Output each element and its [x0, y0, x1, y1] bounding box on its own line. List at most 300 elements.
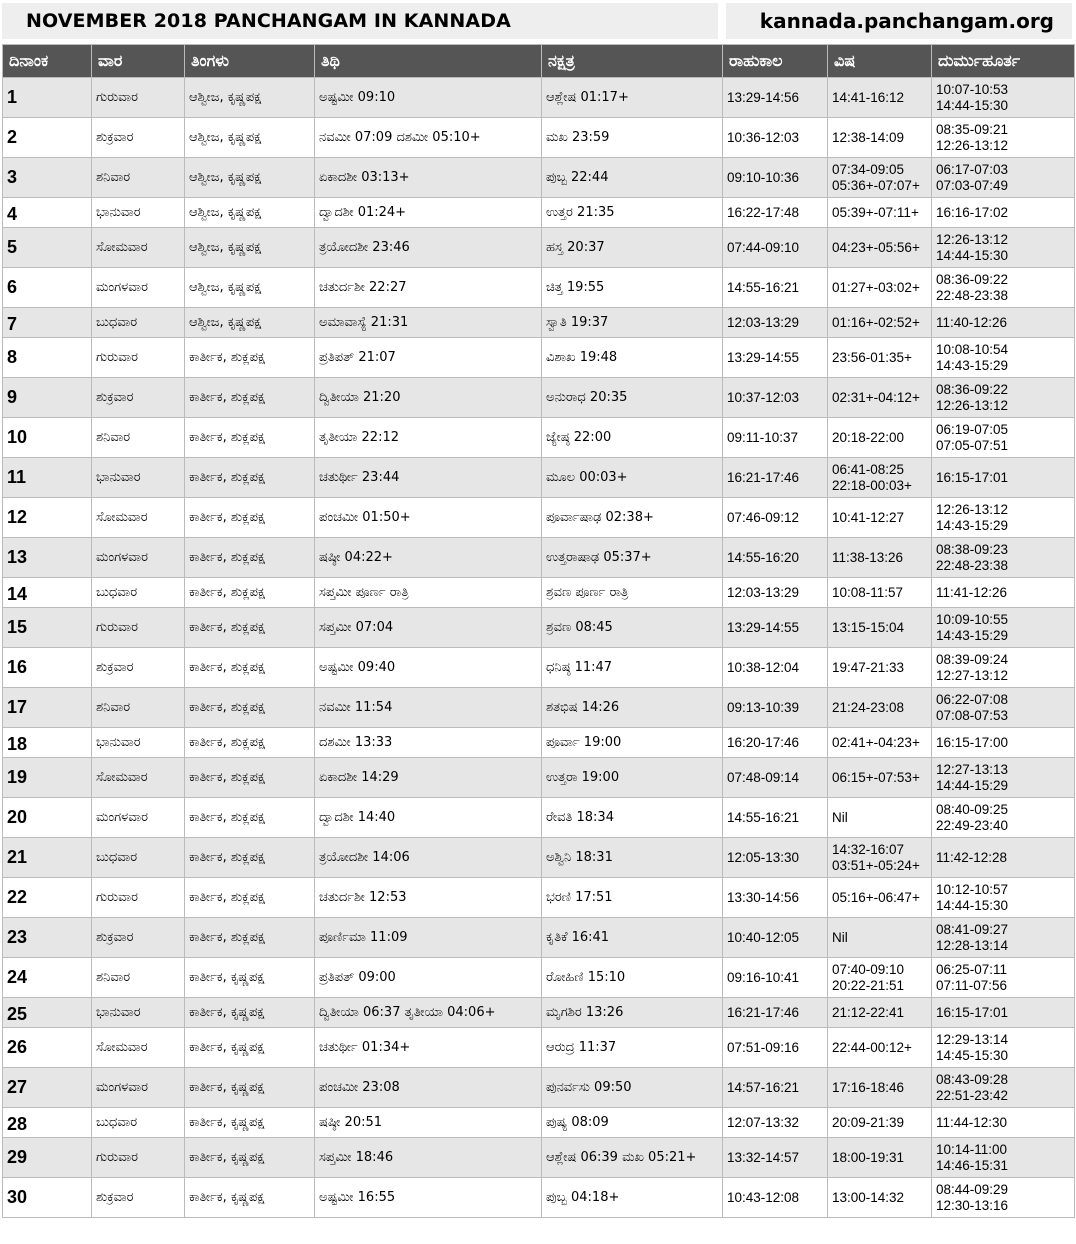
- date-cell: 30: [3, 1178, 92, 1218]
- date-cell: 12: [3, 498, 92, 538]
- visha-cell: [828, 578, 932, 608]
- visha-cell-line: 23:56-01:35+: [832, 349, 912, 365]
- nakshatra-cell: ಉತ್ತರಾಷಾಢ 05:37+: [542, 538, 723, 578]
- month-cell: ಕಾರ್ತೀಕ, ಶುಕ್ಲಪಕ್ಷ: [185, 418, 315, 458]
- table-row: [3, 838, 1075, 878]
- column-header-tithi: ತಿಥಿ: [315, 45, 542, 78]
- durmuhurtha-cell: [932, 498, 1075, 538]
- tithi-cell: ಚತುರ್ದಶೀ 12:53: [315, 878, 542, 918]
- vara-cell: ಶನಿವಾರ: [92, 158, 185, 198]
- table-row: [3, 1068, 1075, 1108]
- visha-cell: [828, 798, 932, 838]
- month-cell: ಕಾರ್ತೀಕ, ಕೃಷ್ಣಪಕ್ಷ: [185, 1178, 315, 1218]
- visha-cell-line: 20:22-21:51: [832, 977, 905, 993]
- date-cell: 15: [3, 608, 92, 648]
- visha-cell-line: 10:08-11:57: [832, 584, 904, 600]
- nakshatra-cell: ಉತ್ತರ 21:35: [542, 198, 723, 228]
- durmuhurtha-cell-line: 08:38-09:23: [936, 541, 1009, 557]
- rahukala-cell: 14:55-16:21: [723, 268, 828, 308]
- durmuhurtha-cell: [932, 798, 1075, 838]
- visha-cell: [828, 378, 932, 418]
- visha-cell: [828, 1178, 932, 1218]
- rahukala-cell: 16:21-17:46: [723, 998, 828, 1028]
- vara-cell: ಶನಿವಾರ: [92, 688, 185, 728]
- rahukala-cell: 07:48-09:14: [723, 758, 828, 798]
- tithi-cell: ಏಕಾದಶೀ 03:13+: [315, 158, 542, 198]
- durmuhurtha-cell-line: 22:48-23:38: [936, 557, 1009, 573]
- visha-cell-line: 02:31+-04:12+: [832, 389, 920, 405]
- table-row: [3, 608, 1075, 648]
- visha-cell: [828, 228, 932, 268]
- durmuhurtha-cell: [932, 998, 1075, 1028]
- date-cell: 26: [3, 1028, 92, 1068]
- date-cell: 9: [3, 378, 92, 418]
- table-row: [3, 118, 1075, 158]
- tithi-cell: ಪೂರ್ಣಿಮಾ 11:09: [315, 918, 542, 958]
- visha-cell: [828, 648, 932, 688]
- visha-cell: [828, 418, 932, 458]
- table-row: [3, 578, 1075, 608]
- durmuhurtha-cell-line: 22:51-23:42: [936, 1087, 1009, 1103]
- visha-cell-line: 05:16+-06:47+: [832, 889, 920, 905]
- durmuhurtha-cell-line: 11:44-12:30: [936, 1114, 1008, 1130]
- visha-cell-line: 05:36+-07:07+: [832, 177, 920, 193]
- month-cell: ಆಶ್ವೀಜ, ಕೃಷ್ಣಪಕ್ಷ: [185, 158, 315, 198]
- durmuhurtha-cell: [932, 1178, 1075, 1218]
- month-cell: ಕಾರ್ತೀಕ, ಶುಕ್ಲಪಕ್ಷ: [185, 918, 315, 958]
- visha-cell: [828, 998, 932, 1028]
- durmuhurtha-cell: [932, 1138, 1075, 1178]
- rahukala-cell: 07:44-09:10: [723, 228, 828, 268]
- rahukala-cell: 14:55-16:20: [723, 538, 828, 578]
- tithi-cell: ಸಪ್ತಮೀ 07:04: [315, 608, 542, 648]
- month-cell: ಕಾರ್ತೀಕ, ಶುಕ್ಲಪಕ್ಷ: [185, 608, 315, 648]
- visha-cell-line: 02:41+-04:23+: [832, 734, 920, 750]
- durmuhurtha-cell: [932, 758, 1075, 798]
- rahukala-cell: 12:03-13:29: [723, 308, 828, 338]
- date-cell: 17: [3, 688, 92, 728]
- tithi-cell: ಪ್ರತಿಪತ್ 21:07: [315, 338, 542, 378]
- durmuhurtha-cell-line: 07:08-07:53: [936, 707, 1009, 723]
- month-cell: ಆಶ್ವೀಜ, ಕೃಷ್ಣಪಕ್ಷ: [185, 308, 315, 338]
- nakshatra-cell: ಪುಬ್ಬ 22:44: [542, 158, 723, 198]
- durmuhurtha-cell: [932, 578, 1075, 608]
- vara-cell: ಬುಧವಾರ: [92, 578, 185, 608]
- vara-cell: ಗುರುವಾರ: [92, 608, 185, 648]
- vara-cell: ಬುಧವಾರ: [92, 838, 185, 878]
- vara-cell: ಗುರುವಾರ: [92, 78, 185, 118]
- date-cell: 25: [3, 998, 92, 1028]
- visha-cell-line: 12:38-14:09: [832, 129, 905, 145]
- durmuhurtha-cell: [932, 158, 1075, 198]
- visha-cell-line: 07:40-09:10: [832, 961, 905, 977]
- nakshatra-cell: ಅನುರಾಧ 20:35: [542, 378, 723, 418]
- tithi-cell: ನವಮೀ 11:54: [315, 688, 542, 728]
- vara-cell: ಗುರುವಾರ: [92, 878, 185, 918]
- table-row: [3, 1108, 1075, 1138]
- nakshatra-cell: ಪುಷ್ಯ 08:09: [542, 1108, 723, 1138]
- durmuhurtha-cell-line: 14:46-15:31: [936, 1157, 1009, 1173]
- month-cell: ಆಶ್ವೀಜ, ಕೃಷ್ಣಪಕ್ಷ: [185, 228, 315, 268]
- date-cell: 27: [3, 1068, 92, 1108]
- table-row: [3, 648, 1075, 688]
- nakshatra-cell: ಸ್ವಾತಿ 19:37: [542, 308, 723, 338]
- rahukala-cell: 13:29-14:55: [723, 338, 828, 378]
- rahukala-cell: 07:46-09:12: [723, 498, 828, 538]
- vara-cell: ಬುಧವಾರ: [92, 1108, 185, 1138]
- rahukala-cell: 09:16-10:41: [723, 958, 828, 998]
- durmuhurtha-cell-line: 06:19-07:05: [936, 421, 1009, 437]
- tithi-cell: ದ್ವಿತೀಯಾ 21:20: [315, 378, 542, 418]
- table-row: [3, 1138, 1075, 1178]
- durmuhurtha-cell: [932, 838, 1075, 878]
- nakshatra-cell: ಭರಣಿ 17:51: [542, 878, 723, 918]
- durmuhurtha-cell-line: 16:16-17:02: [936, 204, 1009, 220]
- rahukala-cell: 13:29-14:55: [723, 608, 828, 648]
- rahukala-cell: 10:38-12:04: [723, 648, 828, 688]
- month-cell: ಕಾರ್ತೀಕ, ಶುಕ್ಲಪಕ್ಷ: [185, 498, 315, 538]
- vara-cell: ಗುರುವಾರ: [92, 338, 185, 378]
- date-cell: 10: [3, 418, 92, 458]
- month-cell: ಆಶ್ವೀಜ, ಕೃಷ್ಣಪಕ್ಷ: [185, 118, 315, 158]
- durmuhurtha-cell: [932, 1068, 1075, 1108]
- durmuhurtha-cell-line: 14:43-15:29: [936, 517, 1009, 533]
- column-header-month: ತಿಂಗಳು: [185, 45, 315, 78]
- vara-cell: ಶುಕ್ರವಾರ: [92, 918, 185, 958]
- nakshatra-cell: ಉತ್ತರಾ 19:00: [542, 758, 723, 798]
- rahukala-cell: 14:57-16:21: [723, 1068, 828, 1108]
- visha-cell-line: 14:41-16:12: [832, 89, 905, 105]
- visha-cell-line: 01:27+-03:02+: [832, 279, 920, 295]
- durmuhurtha-cell-line: 08:44-09:29: [936, 1181, 1009, 1197]
- durmuhurtha-cell-line: 08:36-09:22: [936, 381, 1009, 397]
- month-cell: ಕಾರ್ತೀಕ, ಶುಕ್ಲಪಕ್ಷ: [185, 758, 315, 798]
- visha-cell-line: 17:16-18:46: [832, 1079, 905, 1095]
- nakshatra-cell: ಮಖ 23:59: [542, 118, 723, 158]
- visha-cell: [828, 118, 932, 158]
- date-cell: 5: [3, 228, 92, 268]
- durmuhurtha-cell-line: 12:26-13:12: [936, 397, 1009, 413]
- table-row: [3, 998, 1075, 1028]
- table-row: [3, 338, 1075, 378]
- nakshatra-cell: ಶತಭಿಷ 14:26: [542, 688, 723, 728]
- vara-cell: ಬುಧವಾರ: [92, 308, 185, 338]
- durmuhurtha-cell-line: 06:17-07:03: [936, 161, 1009, 177]
- vara-cell: ಸೋಮವಾರ: [92, 758, 185, 798]
- visha-cell-line: 13:00-14:32: [832, 1189, 905, 1205]
- visha-cell-line: 10:41-12:27: [832, 509, 905, 525]
- visha-cell-line: 01:16+-02:52+: [832, 314, 920, 330]
- vara-cell: ಭಾನುವಾರ: [92, 198, 185, 228]
- durmuhurtha-cell-line: 16:15-17:01: [936, 469, 1009, 485]
- durmuhurtha-cell-line: 06:22-07:08: [936, 691, 1009, 707]
- visha-cell: [828, 918, 932, 958]
- month-cell: ಕಾರ್ತೀಕ, ಶುಕ್ಲಪಕ್ಷ: [185, 338, 315, 378]
- rahukala-cell: 13:29-14:56: [723, 78, 828, 118]
- durmuhurtha-cell: [932, 1028, 1075, 1068]
- rahukala-cell: 09:13-10:39: [723, 688, 828, 728]
- rahukala-cell: 16:22-17:48: [723, 198, 828, 228]
- month-cell: ಆಶ್ವೀಜ, ಕೃಷ್ಣಪಕ್ಷ: [185, 268, 315, 308]
- visha-cell: [828, 78, 932, 118]
- nakshatra-cell: ಆಶ್ಲೇಷ 01:17+: [542, 78, 723, 118]
- nakshatra-cell: ಶ್ರವಣ 08:45: [542, 608, 723, 648]
- visha-cell: [828, 538, 932, 578]
- visha-cell-line: 06:41-08:25: [832, 461, 905, 477]
- tithi-cell: ಚತುರ್ಥೀ 23:44: [315, 458, 542, 498]
- tithi-cell: ಏಕಾದಶೀ 14:29: [315, 758, 542, 798]
- durmuhurtha-cell-line: 08:36-09:22: [936, 271, 1009, 287]
- page-title: NOVEMBER 2018 PANCHANGAM IN KANNADA: [26, 10, 511, 32]
- table-row: [3, 158, 1075, 198]
- durmuhurtha-cell: [932, 1108, 1075, 1138]
- table-row: [3, 458, 1075, 498]
- month-cell: ಕಾರ್ತೀಕ, ಕೃಷ್ಣಪಕ್ಷ: [185, 998, 315, 1028]
- table-row: [3, 728, 1075, 758]
- vara-cell: ಸೋಮವಾರ: [92, 228, 185, 268]
- durmuhurtha-cell-line: 08:35-09:21: [936, 121, 1009, 137]
- nakshatra-cell: ಪೂರ್ವಾ 19:00: [542, 728, 723, 758]
- nakshatra-cell: ಆಶ್ಲೇಷ 06:39 ಮಖ 05:21+: [542, 1138, 723, 1178]
- nakshatra-cell: ರೋಹಿಣಿ 15:10: [542, 958, 723, 998]
- date-cell: 1: [3, 78, 92, 118]
- nakshatra-cell: ಮೂಲ 00:03+: [542, 458, 723, 498]
- durmuhurtha-cell-line: 06:25-07:11: [936, 961, 1008, 977]
- table-row: [3, 918, 1075, 958]
- durmuhurtha-cell-line: 10:12-10:57: [936, 881, 1009, 897]
- visha-cell-line: 07:34-09:05: [832, 161, 905, 177]
- month-cell: ಕಾರ್ತೀಕ, ಕೃಷ್ಣಪಕ್ಷ: [185, 1108, 315, 1138]
- durmuhurtha-cell-line: 22:48-23:38: [936, 287, 1009, 303]
- durmuhurtha-cell-line: 10:09-10:55: [936, 611, 1009, 627]
- durmuhurtha-cell-line: 22:49-23:40: [936, 817, 1009, 833]
- vara-cell: ಸೋಮವಾರ: [92, 1028, 185, 1068]
- visha-cell: [828, 498, 932, 538]
- nakshatra-cell: ಚಿತ್ತ 19:55: [542, 268, 723, 308]
- rahukala-cell: 09:10-10:36: [723, 158, 828, 198]
- date-cell: 21: [3, 838, 92, 878]
- date-cell: 13: [3, 538, 92, 578]
- durmuhurtha-cell-line: 12:26-13:12: [936, 501, 1009, 517]
- tithi-cell: ಪ್ರತಿಪತ್ 09:00: [315, 958, 542, 998]
- tithi-cell: ಪಂಚಮೀ 23:08: [315, 1068, 542, 1108]
- durmuhurtha-cell-line: 16:15-17:01: [936, 1004, 1009, 1020]
- month-cell: ಕಾರ್ತೀಕ, ಕೃಷ್ಣಪಕ್ಷ: [185, 1138, 315, 1178]
- table-row: [3, 798, 1075, 838]
- date-cell: 6: [3, 268, 92, 308]
- vara-cell: ಶನಿವಾರ: [92, 418, 185, 458]
- visha-cell: [828, 268, 932, 308]
- durmuhurtha-cell: [932, 538, 1075, 578]
- nakshatra-cell: ಹಸ್ತ 20:37: [542, 228, 723, 268]
- rahukala-cell: 13:32-14:57: [723, 1138, 828, 1178]
- visha-cell: [828, 608, 932, 648]
- date-cell: 23: [3, 918, 92, 958]
- tithi-cell: ಅಷ್ಟಮೀ 16:55: [315, 1178, 542, 1218]
- visha-cell: [828, 308, 932, 338]
- visha-cell-line: Nil: [832, 929, 848, 945]
- page-header: [0, 0, 1076, 44]
- date-cell: 16: [3, 648, 92, 688]
- table-row: [3, 958, 1075, 998]
- month-cell: ಕಾರ್ತೀಕ, ಶುಕ್ಲಪಕ್ಷ: [185, 798, 315, 838]
- durmuhurtha-cell-line: 16:15-17:00: [936, 734, 1009, 750]
- tithi-cell: ದ್ವಿತೀಯಾ 06:37 ತೃತೀಯಾ 04:06+: [315, 998, 542, 1028]
- tithi-cell: ಷಷ್ಠೀ 04:22+: [315, 538, 542, 578]
- vara-cell: ಮಂಗಳವಾರ: [92, 1068, 185, 1108]
- visha-cell: [828, 838, 932, 878]
- site-name: kannada.panchangam.org: [759, 9, 1054, 33]
- durmuhurtha-cell-line: 14:45-15:30: [936, 1047, 1009, 1063]
- month-cell: ಕಾರ್ತೀಕ, ಕೃಷ್ಣಪಕ್ಷ: [185, 1028, 315, 1068]
- visha-cell-line: Nil: [832, 809, 848, 825]
- month-cell: ಕಾರ್ತೀಕ, ಶುಕ್ಲಪಕ್ಷ: [185, 648, 315, 688]
- visha-cell: [828, 758, 932, 798]
- month-cell: ಕಾರ್ತೀಕ, ಶುಕ್ಲಪಕ್ಷ: [185, 578, 315, 608]
- date-cell: 14: [3, 578, 92, 608]
- durmuhurtha-cell-line: 07:05-07:51: [936, 437, 1009, 453]
- rahukala-cell: 09:11-10:37: [723, 418, 828, 458]
- column-header-nakshatra: ನಕ್ಷತ್ರ: [542, 45, 723, 78]
- durmuhurtha-cell: [932, 228, 1075, 268]
- durmuhurtha-cell-line: 14:43-15:29: [936, 627, 1009, 643]
- durmuhurtha-cell-line: 14:44-15:30: [936, 97, 1009, 113]
- durmuhurtha-cell-line: 14:44-15:29: [936, 777, 1009, 793]
- tithi-cell: ಚತುರ್ದಶೀ 22:27: [315, 268, 542, 308]
- table-row: [3, 688, 1075, 728]
- visha-cell-line: 22:18-00:03+: [832, 477, 912, 493]
- durmuhurtha-cell-line: 07:03-07:49: [936, 177, 1009, 193]
- panchangam-table: [2, 44, 1075, 1218]
- visha-cell: [828, 458, 932, 498]
- vara-cell: ಮಂಗಳವಾರ: [92, 538, 185, 578]
- durmuhurtha-cell-line: 10:14-11:00: [936, 1141, 1008, 1157]
- tithi-cell: ಪಂಚಮೀ 01:50+: [315, 498, 542, 538]
- durmuhurtha-cell-line: 11:40-12:26: [936, 314, 1008, 330]
- visha-cell-line: 21:12-22:41: [832, 1004, 905, 1020]
- table-row: [3, 878, 1075, 918]
- visha-cell: [828, 958, 932, 998]
- date-cell: 3: [3, 158, 92, 198]
- table-row: [3, 198, 1075, 228]
- durmuhurtha-cell-line: 12:28-13:14: [936, 937, 1009, 953]
- nakshatra-cell: ಧನಿಷ್ಠ 11:47: [542, 648, 723, 688]
- durmuhurtha-cell: [932, 728, 1075, 758]
- tithi-cell: ಚತುರ್ಥೀ 01:34+: [315, 1028, 542, 1068]
- month-cell: ಕಾರ್ತೀಕ, ಶುಕ್ಲಪಕ್ಷ: [185, 458, 315, 498]
- table-row: [3, 78, 1075, 118]
- vara-cell: ಶನಿವಾರ: [92, 958, 185, 998]
- month-cell: ಕಾರ್ತೀಕ, ಶುಕ್ಲಪಕ್ಷ: [185, 728, 315, 758]
- visha-cell-line: 14:32-16:07: [832, 841, 905, 857]
- durmuhurtha-cell-line: 12:27-13:12: [936, 667, 1009, 683]
- visha-cell: [828, 158, 932, 198]
- table-row: [3, 498, 1075, 538]
- rahukala-cell: 10:40-12:05: [723, 918, 828, 958]
- vara-cell: ಶುಕ್ರವಾರ: [92, 118, 185, 158]
- visha-cell-line: 03:51+-05:24+: [832, 857, 920, 873]
- column-header-durmuhurtha: ದುರ್ಮುಹೂರ್ತ: [932, 45, 1075, 78]
- table-row: [3, 1178, 1075, 1218]
- month-cell: ಕಾರ್ತೀಕ, ಶುಕ್ಲಪಕ್ಷ: [185, 378, 315, 418]
- visha-cell-line: 20:09-21:39: [832, 1114, 905, 1130]
- durmuhurtha-cell: [932, 118, 1075, 158]
- tithi-cell: ತೃತೀಯಾ 22:12: [315, 418, 542, 458]
- visha-cell: [828, 1028, 932, 1068]
- durmuhurtha-cell-line: 12:26-13:12: [936, 137, 1009, 153]
- durmuhurtha-cell: [932, 878, 1075, 918]
- table-row: [3, 1028, 1075, 1068]
- month-cell: ಕಾರ್ತೀಕ, ಶುಕ್ಲಪಕ್ಷ: [185, 688, 315, 728]
- durmuhurtha-cell: [932, 648, 1075, 688]
- rahukala-cell: 13:30-14:56: [723, 878, 828, 918]
- column-header-date: ದಿನಾಂಕ: [3, 45, 92, 78]
- vara-cell: ಗುರುವಾರ: [92, 1138, 185, 1178]
- visha-cell-line: 13:15-15:04: [832, 619, 905, 635]
- tithi-cell: ನವಮೀ 07:09 ದಶಮೀ 05:10+: [315, 118, 542, 158]
- table-row: [3, 418, 1075, 458]
- durmuhurtha-cell: [932, 338, 1075, 378]
- visha-cell: [828, 728, 932, 758]
- date-cell: 2: [3, 118, 92, 158]
- tithi-cell: ಸಪ್ತಮೀ ಪೂರ್ಣ ರಾತ್ರಿ: [315, 578, 542, 608]
- nakshatra-cell: ಅಶ್ವಿನಿ 18:31: [542, 838, 723, 878]
- rahukala-cell: 10:36-12:03: [723, 118, 828, 158]
- table-row: [3, 228, 1075, 268]
- durmuhurtha-cell-line: 12:30-13:16: [936, 1197, 1009, 1213]
- month-cell: ಕಾರ್ತೀಕ, ಶುಕ್ಲಪಕ್ಷ: [185, 878, 315, 918]
- nakshatra-cell: ಮೃಗಶಿರ 13:26: [542, 998, 723, 1028]
- rahukala-cell: 10:43-12:08: [723, 1178, 828, 1218]
- date-cell: 7: [3, 308, 92, 338]
- durmuhurtha-cell-line: 14:43-15:29: [936, 357, 1009, 373]
- date-cell: 29: [3, 1138, 92, 1178]
- month-cell: ಆಶ್ವೀಜ, ಕೃಷ್ಣಪಕ್ಷ: [185, 198, 315, 228]
- durmuhurtha-cell-line: 08:43-09:28: [936, 1071, 1009, 1087]
- durmuhurtha-cell-line: 08:39-09:24: [936, 651, 1009, 667]
- durmuhurtha-cell-line: 12:27-13:13: [936, 761, 1009, 777]
- nakshatra-cell: ಪೂರ್ವಾಷಾಢ 02:38+: [542, 498, 723, 538]
- visha-cell-line: 04:23+-05:56+: [832, 239, 920, 255]
- tithi-cell: ಅಮಾವಾಸ್ಯೆ 21:31: [315, 308, 542, 338]
- durmuhurtha-cell: [932, 268, 1075, 308]
- durmuhurtha-cell: [932, 78, 1075, 118]
- column-header-rahukala: ರಾಹುಕಾಲ: [723, 45, 828, 78]
- vara-cell: ಶುಕ್ರವಾರ: [92, 648, 185, 688]
- month-cell: ಕಾರ್ತೀಕ, ಶುಕ್ಲಪಕ್ಷ: [185, 538, 315, 578]
- durmuhurtha-cell-line: 10:07-10:53: [936, 81, 1009, 97]
- durmuhurtha-cell-line: 08:41-09:27: [936, 921, 1009, 937]
- rahukala-cell: 12:07-13:32: [723, 1108, 828, 1138]
- visha-cell-line: 21:24-23:08: [832, 699, 905, 715]
- durmuhurtha-cell: [932, 378, 1075, 418]
- durmuhurtha-cell: [932, 458, 1075, 498]
- rahukala-cell: 14:55-16:21: [723, 798, 828, 838]
- durmuhurtha-cell: [932, 418, 1075, 458]
- visha-cell: [828, 1108, 932, 1138]
- visha-cell-line: 20:18-22:00: [832, 429, 905, 445]
- visha-cell-line: 05:39+-07:11+: [832, 204, 919, 220]
- visha-cell: [828, 338, 932, 378]
- nakshatra-cell: ಪುನರ್ವಸು 09:50: [542, 1068, 723, 1108]
- rahukala-cell: 16:20-17:46: [723, 728, 828, 758]
- nakshatra-cell: ರೇವತಿ 18:34: [542, 798, 723, 838]
- date-cell: 19: [3, 758, 92, 798]
- date-cell: 11: [3, 458, 92, 498]
- durmuhurtha-cell-line: 11:41-12:26: [936, 584, 1008, 600]
- tithi-cell: ತ್ರಯೋದಶೀ 14:06: [315, 838, 542, 878]
- durmuhurtha-cell: [932, 688, 1075, 728]
